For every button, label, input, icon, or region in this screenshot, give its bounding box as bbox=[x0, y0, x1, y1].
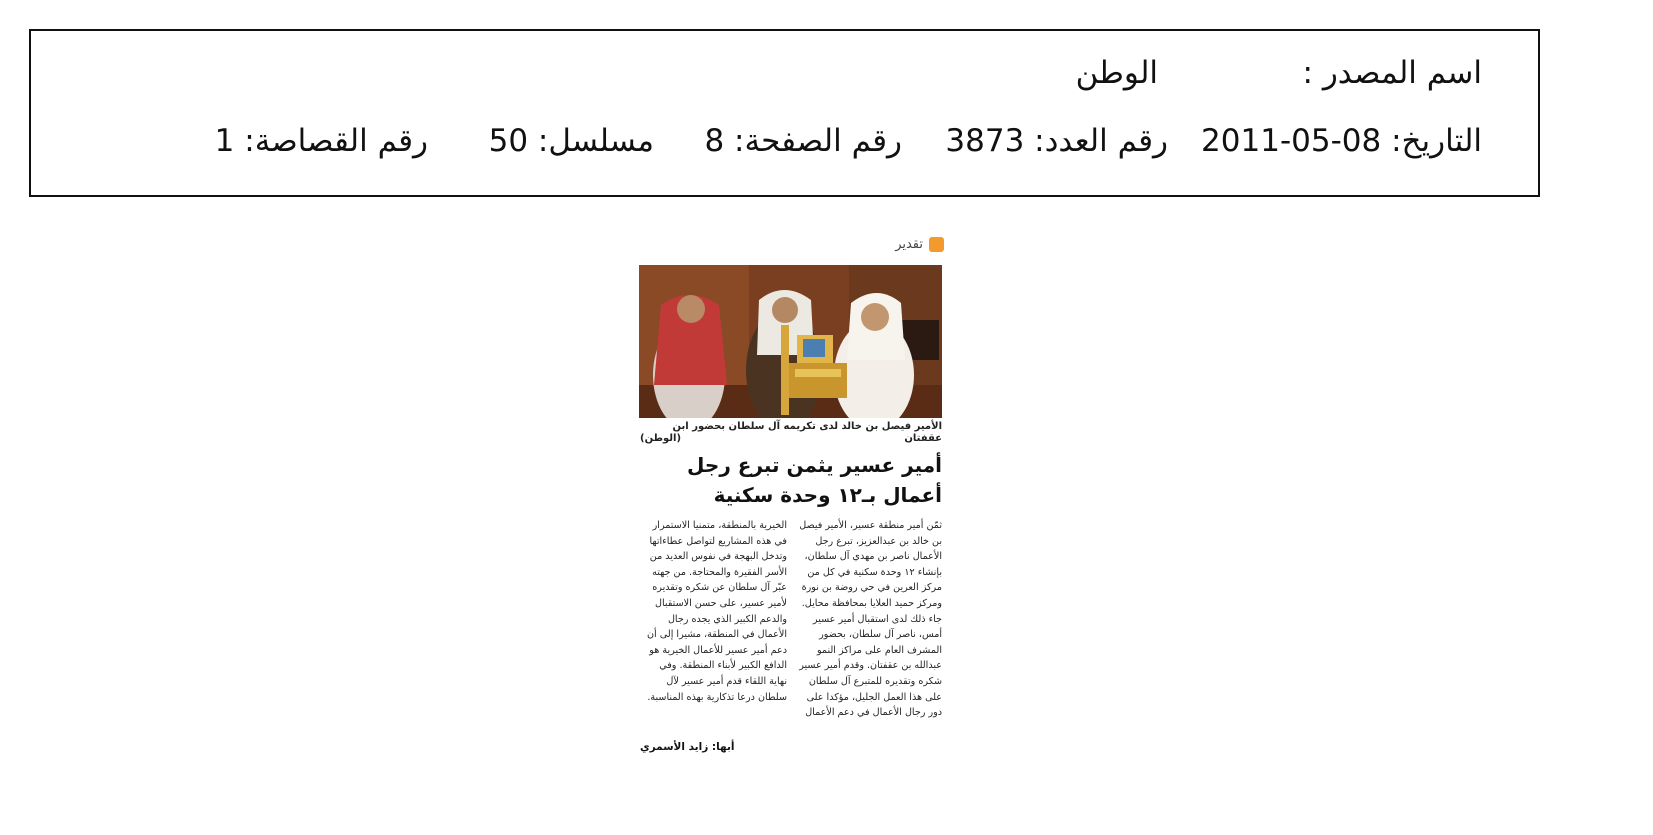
photo-caption: الأمير فيصل بن خالد لدى تكريمه آل سلطان بحضور ابن عقفتان bbox=[672, 421, 942, 444]
source-label: اسم المصدر : bbox=[1302, 55, 1482, 91]
section-tag-label: تقدير bbox=[895, 237, 923, 252]
issue-number-field: رقم العدد: 3873 bbox=[945, 123, 1168, 159]
section-tag bbox=[895, 237, 944, 252]
source-value: الوطن bbox=[1075, 55, 1158, 91]
page-number-field: رقم الصفحة: 8 bbox=[704, 123, 902, 159]
newspaper-clipping bbox=[636, 226, 946, 771]
date-field: التاريخ: 08-05-2011 bbox=[1201, 123, 1482, 159]
metadata-header-box bbox=[29, 29, 1540, 197]
article-column-left bbox=[644, 518, 787, 705]
article-headline: أمير عسير يثمن تبرع رجل أعمال بـ١٢ وحدة سكنية bbox=[687, 453, 942, 507]
photo-credit: (الوطن) bbox=[640, 433, 682, 444]
article-body-left: الخيرية بالمنطقة، متمنيا الاستمرار في هذه المشاريع لتواصل عطاءاتها وتدخل البهجة في نفوس العديد من الأسر الفقيرة والمحتاجة. من جهته عبّر آل سلطان عن شكره وتقديره لأمير عسير، على حسن الاستقبال والدعم الكبير الذي يجده رجال الأعمال في المنطقة، مشيرا إلى أن دعم أمير عسير للأعمال الخيرية هو الدافع الكبير لأبناء المنطقة. وفي نهاية اللقاء قدم أمير عسير لآل سلطان درعا تذكارية بهذه المناسبة. bbox=[647, 520, 787, 703]
serial-field: مسلسل: 50 bbox=[488, 123, 654, 159]
article-body-right: ثمّن أمير منطقة عسير، الأمير فيصل بن خالد بن عبدالعزيز، تبرع رجل الأعمال ناصر بن مهدي آل سلطان، بإنشاء ١٢ وحدة سكنية في كل من مركز العرين في حي روضة بن نورة ومركز حميد العلايا بمحافظة محايل. جاء ذلك لدى استقبال أمير عسير أمس، ناصر آل سلطان، بحضور المشرف العام على مراكز النمو عبدالله بن عقفتان. وقدم أمير عسير شكره وتقديره للمتبرع آل سلطان على هذا العمل الجليل، مؤكدا على دور رجال الأعمال في دعم الأعمال bbox=[799, 520, 942, 719]
clip-number-field: رقم القصاصة: 1 bbox=[214, 123, 428, 159]
news-photo bbox=[639, 265, 942, 418]
tag-marker-icon bbox=[929, 237, 944, 252]
article-column-right bbox=[799, 518, 942, 721]
article-byline: أبها: زايد الأسمري bbox=[640, 741, 735, 753]
